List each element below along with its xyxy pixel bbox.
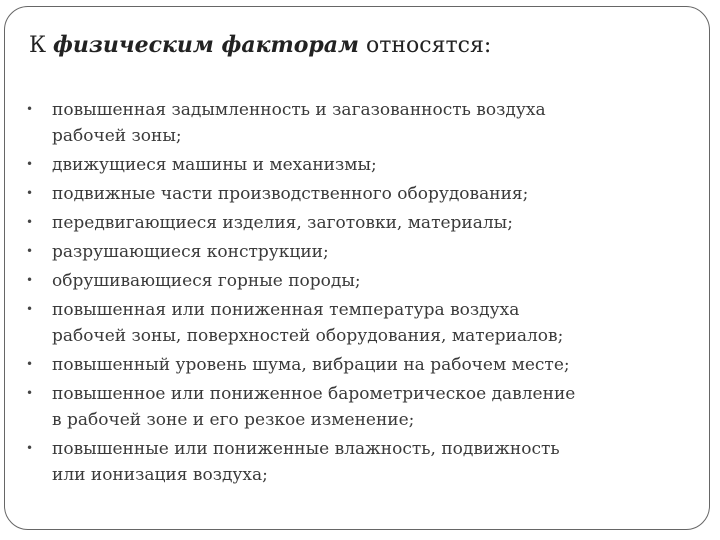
bullet-icon: • [26, 215, 34, 229]
list-item [26, 297, 686, 349]
bullet-icon: • [26, 357, 34, 371]
bullet-icon: • [26, 102, 34, 116]
list-item-text [52, 436, 560, 488]
list-item [26, 152, 686, 178]
heading-emphasis: физическим факторам [53, 32, 359, 58]
list-item [26, 239, 686, 265]
list-item [26, 352, 686, 378]
bullet-icon: • [26, 244, 34, 258]
list-item-line: повышенная или пониженная температура воздуха [52, 300, 520, 320]
list-item-line: повышенные или пониженные влажность, подвижность [52, 439, 560, 459]
list-item-line: подвижные части производственного оборудования; [52, 184, 529, 204]
bullet-icon: • [26, 441, 34, 455]
list-item-text [52, 152, 377, 178]
list-item-text [52, 210, 513, 236]
factor-list [26, 97, 686, 491]
list-item-text [52, 381, 575, 433]
slide-heading [29, 32, 491, 58]
list-item-line: рабочей зоны; [52, 126, 182, 146]
list-item-line: повышенная задымленность и загазованность воздуха [52, 100, 546, 120]
list-item-text [52, 181, 528, 207]
list-item [26, 436, 686, 488]
bullet-icon: • [26, 386, 34, 400]
list-item-line: повышенный уровень шума, вибрации на рабочем месте; [52, 355, 570, 375]
list-item-line: движущиеся машины и механизмы; [52, 155, 377, 175]
bullet-icon: • [26, 302, 34, 316]
bullet-icon: • [26, 186, 34, 200]
list-item-text [52, 268, 361, 294]
heading-prefix: К [29, 33, 54, 58]
list-item [26, 210, 686, 236]
list-item-line: обрушивающиеся горные породы; [52, 271, 361, 291]
list-item [26, 97, 686, 149]
list-item-text [52, 297, 563, 349]
list-item-line: рабочей зоны, поверхностей оборудования, материалов; [52, 326, 564, 346]
list-item-text [52, 97, 546, 149]
list-item-line: разрушающиеся конструкции; [52, 242, 329, 262]
list-item [26, 181, 686, 207]
list-item-line: передвигающиеся изделия, заготовки, материалы; [52, 213, 513, 233]
list-item-text [52, 352, 570, 378]
bullet-icon: • [26, 157, 34, 171]
bullet-icon: • [26, 273, 34, 287]
list-item [26, 381, 686, 433]
heading-suffix: относятся: [358, 33, 492, 58]
list-item-line: в рабочей зоне и его резкое изменение; [52, 410, 415, 430]
list-item-text [52, 239, 329, 265]
list-item-line: повышенное или пониженное барометрическое давление [52, 384, 576, 404]
list-item [26, 268, 686, 294]
list-item-line: или ионизация воздуха; [52, 465, 268, 485]
